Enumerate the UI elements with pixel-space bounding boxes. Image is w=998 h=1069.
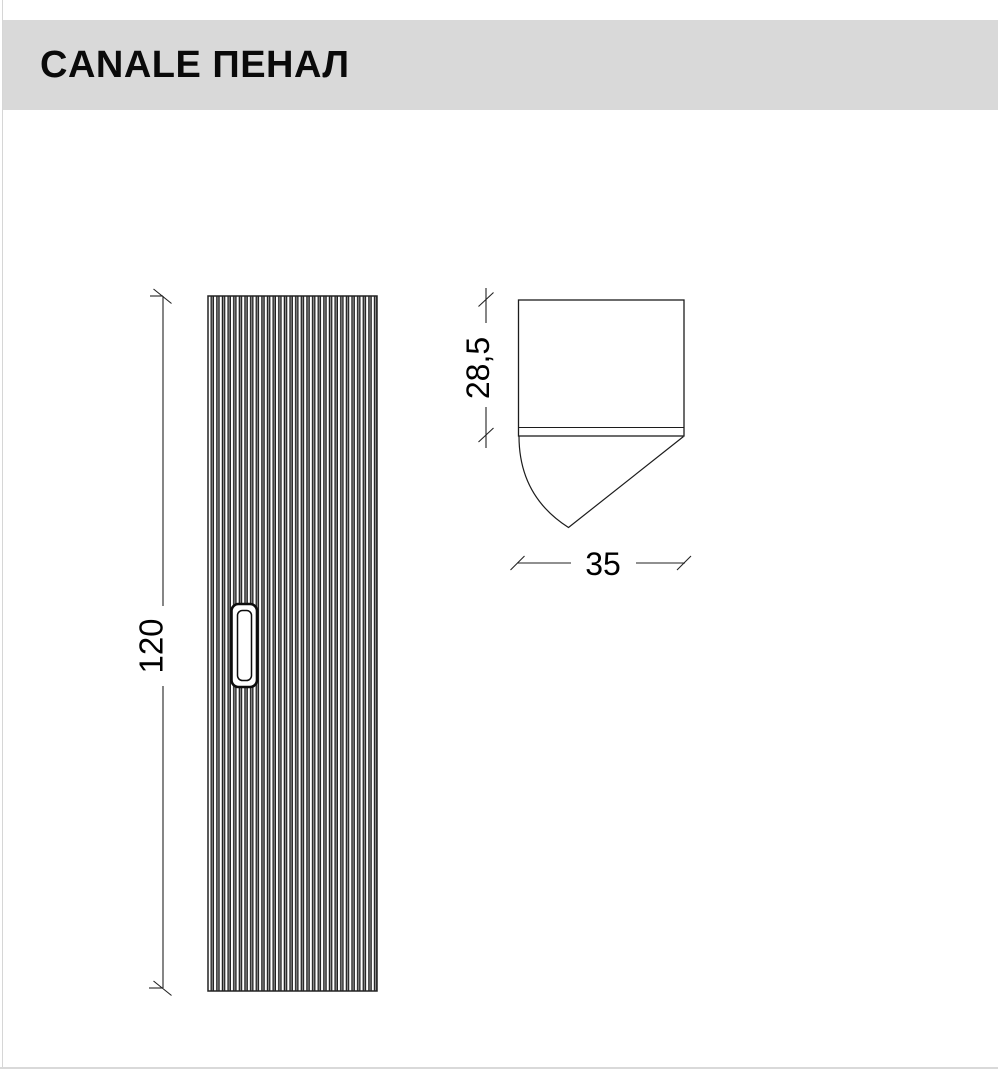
front-view [208, 296, 377, 991]
door-swing-arc [519, 436, 684, 528]
product-title: CANALE ПЕНАЛ [40, 44, 350, 86]
door-handle-inner [238, 611, 252, 681]
width-dimension [511, 546, 692, 582]
top-view [519, 300, 685, 528]
door-handle [232, 604, 258, 687]
width-dimension-label: 35 [585, 546, 621, 582]
depth-dimension-label: 28,5 [460, 336, 496, 400]
top-view-body [519, 300, 685, 436]
height-dimension-label: 120 [132, 618, 170, 674]
depth-dimension [460, 288, 496, 448]
height-dimension [133, 289, 172, 996]
